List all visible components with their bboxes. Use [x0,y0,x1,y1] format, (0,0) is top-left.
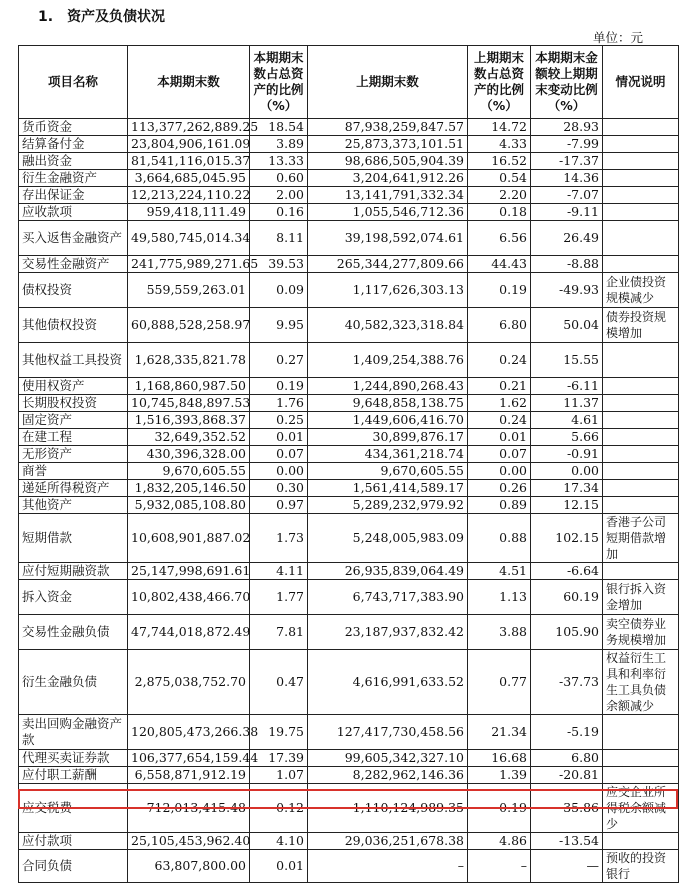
row-prior: 1,449,606,416.70 [308,412,468,429]
row-name: 应收款项 [19,204,128,221]
row-prior: 127,417,730,458.56 [308,715,468,750]
row-note [603,497,679,514]
table-row [19,767,679,784]
row-change: -0.91 [531,446,603,463]
row-change: -49.93 [531,273,603,308]
row-name: 债权投资 [19,273,128,308]
header-note: 情况说明 [603,46,679,119]
row-current: 1,832,205,146.50 [128,480,250,497]
row-current: 241,775,989,271.65 [128,256,250,273]
table-row [19,833,679,850]
row-current: 12,213,224,110.22 [128,187,250,204]
row-current: 9,670,605.55 [128,463,250,480]
row-prior: 87,938,259,847.57 [308,119,468,136]
row-current: 32,649,352.52 [128,429,250,446]
row-current: 5,932,085,108.80 [128,497,250,514]
table-row [19,153,679,170]
row-name: 短期借款 [19,514,128,563]
table-header-row [19,46,679,119]
row-prior: 39,198,592,074.61 [308,221,468,256]
row-note [603,715,679,750]
table-row [19,784,679,833]
row-note [603,136,679,153]
table-row [19,412,679,429]
row-prior-pct: 4.33 [468,136,531,153]
row-prior: 30,899,876.17 [308,429,468,446]
row-current: 23,804,906,161.09 [128,136,250,153]
row-prior: 13,141,791,332.34 [308,187,468,204]
table-row [19,446,679,463]
row-change: 17.34 [531,480,603,497]
row-note: 企业债投资规模减少 [603,273,679,308]
row-prior-pct: 0.54 [468,170,531,187]
table-row [19,221,679,256]
row-name: 买入返售金融资产 [19,221,128,256]
row-current-pct: 0.01 [250,850,308,883]
table-row [19,256,679,273]
row-note [603,563,679,580]
row-prior-pct: 4.51 [468,563,531,580]
row-current: 1,628,335,821.78 [128,343,250,378]
table-row [19,429,679,446]
row-name: 商誉 [19,463,128,480]
row-change: -7.99 [531,136,603,153]
row-prior: 1,244,890,268.43 [308,378,468,395]
row-note [603,446,679,463]
row-change: -8.88 [531,256,603,273]
row-name: 卖出回购金融资产款 [19,715,128,750]
row-prior: 3,204,641,912.26 [308,170,468,187]
row-current-pct: 0.30 [250,480,308,497]
row-name: 其他债权投资 [19,308,128,343]
table-row [19,343,679,378]
row-current: 3,664,685,045.95 [128,170,250,187]
row-change: -9.11 [531,204,603,221]
row-note: 债券投资规模增加 [603,308,679,343]
row-prior-pct: 6.80 [468,308,531,343]
row-name: 应付款项 [19,833,128,850]
row-change: — [531,850,603,883]
row-current-pct: 0.97 [250,497,308,514]
row-note: 应交企业所得税余额减少 [603,784,679,833]
row-current: 430,396,328.00 [128,446,250,463]
row-prior-pct: 1.39 [468,767,531,784]
row-name: 其他权益工具投资 [19,343,128,378]
section-number: 1. [38,9,54,25]
row-note: 预收的投资银行 [603,850,679,883]
row-note [603,343,679,378]
row-current-pct: 0.07 [250,446,308,463]
row-current-pct: 19.75 [250,715,308,750]
row-name: 衍生金融负债 [19,650,128,715]
row-current-pct: 0.47 [250,650,308,715]
row-current-pct: 18.54 [250,119,308,136]
row-name: 无形资产 [19,446,128,463]
row-prior: 265,344,277,809.66 [308,256,468,273]
row-prior: 29,036,251,678.38 [308,833,468,850]
row-name: 合同负债 [19,850,128,883]
table-row [19,273,679,308]
table-row [19,378,679,395]
row-name: 使用权资产 [19,378,128,395]
table-row [19,715,679,750]
row-current-pct: 13.33 [250,153,308,170]
row-name: 交易性金融负债 [19,615,128,650]
row-current-pct: 0.60 [250,170,308,187]
row-prior: 9,670,605.55 [308,463,468,480]
row-prior: 23,187,937,832.42 [308,615,468,650]
row-change: -7.07 [531,187,603,204]
row-current-pct: 0.25 [250,412,308,429]
row-note [603,395,679,412]
row-change: 15.55 [531,343,603,378]
row-prior-pct: – [468,850,531,883]
row-prior: 1,110,124,989.35 [308,784,468,833]
row-current-pct: 1.77 [250,580,308,615]
row-name: 应付职工薪酬 [19,767,128,784]
table-row [19,563,679,580]
row-change: -13.54 [531,833,603,850]
row-prior-pct: 44.43 [468,256,531,273]
row-current-pct: 8.11 [250,221,308,256]
row-current-pct: 39.53 [250,256,308,273]
row-note: 卖空债券业务规模增加 [603,615,679,650]
row-note [603,119,679,136]
header-current: 本期期末数 [128,46,250,119]
row-note [603,256,679,273]
row-prior-pct: 0.19 [468,784,531,833]
row-change: 60.19 [531,580,603,615]
row-current: 10,745,848,897.53 [128,395,250,412]
row-prior: 434,361,218.74 [308,446,468,463]
row-prior-pct: 0.89 [468,497,531,514]
row-change: 6.80 [531,750,603,767]
row-current-pct: 4.10 [250,833,308,850]
row-current-pct: 0.00 [250,463,308,480]
row-prior-pct: 0.88 [468,514,531,563]
table-row [19,650,679,715]
row-prior-pct: 16.68 [468,750,531,767]
row-prior: 26,935,839,064.49 [308,563,468,580]
table-row [19,480,679,497]
row-change: -5.19 [531,715,603,750]
row-note [603,204,679,221]
row-current-pct: 1.76 [250,395,308,412]
row-name: 其他资产 [19,497,128,514]
row-current: 49,580,745,014.34 [128,221,250,256]
row-prior-pct: 6.56 [468,221,531,256]
row-prior-pct: 0.19 [468,273,531,308]
row-current-pct: 17.39 [250,750,308,767]
row-prior-pct: 0.07 [468,446,531,463]
row-name: 交易性金融资产 [19,256,128,273]
row-current-pct: 0.16 [250,204,308,221]
row-note [603,378,679,395]
row-current: 1,168,860,987.50 [128,378,250,395]
row-current: 2,875,038,752.70 [128,650,250,715]
table-row [19,308,679,343]
row-prior-pct: 4.86 [468,833,531,850]
table-row [19,187,679,204]
table-row [19,119,679,136]
row-prior: 99,605,342,327.10 [308,750,468,767]
row-note: 权益衍生工具和利率衍生工具负债余额减少 [603,650,679,715]
row-note [603,833,679,850]
row-change: 28.93 [531,119,603,136]
section-heading [38,6,165,26]
row-current-pct: 2.00 [250,187,308,204]
row-prior-pct: 16.52 [468,153,531,170]
row-current-pct: 1.07 [250,767,308,784]
section-title: 资产及负债状况 [67,9,166,25]
row-change: -35.86 [531,784,603,833]
row-current: 113,377,262,889.25 [128,119,250,136]
row-name: 衍生金融资产 [19,170,128,187]
row-note [603,153,679,170]
row-change: 12.15 [531,497,603,514]
row-prior: 8,282,962,146.36 [308,767,468,784]
row-prior-pct: 3.88 [468,615,531,650]
row-current-pct: 4.11 [250,563,308,580]
row-prior-pct: 14.72 [468,119,531,136]
unit-label: 单位：元 [592,30,643,45]
row-prior: 98,686,505,904.39 [308,153,468,170]
row-name: 固定资产 [19,412,128,429]
row-prior-pct: 21.34 [468,715,531,750]
row-change: 0.00 [531,463,603,480]
row-prior-pct: 1.62 [468,395,531,412]
row-prior-pct: 0.24 [468,343,531,378]
table-row [19,514,679,563]
row-current-pct: 0.09 [250,273,308,308]
row-prior: – [308,850,468,883]
row-prior-pct: 1.13 [468,580,531,615]
row-change: 102.15 [531,514,603,563]
row-name: 货币资金 [19,119,128,136]
row-current-pct: 3.89 [250,136,308,153]
table-row [19,850,679,883]
row-name: 长期股权投资 [19,395,128,412]
row-note [603,480,679,497]
row-change: 105.90 [531,615,603,650]
row-note [603,170,679,187]
row-prior: 1,055,546,712.36 [308,204,468,221]
header-prior: 上期期末数 [308,46,468,119]
row-current: 6,558,871,912.19 [128,767,250,784]
row-current-pct: 0.19 [250,378,308,395]
row-current: 25,147,998,691.61 [128,563,250,580]
row-current: 712,013,415.48 [128,784,250,833]
row-note [603,187,679,204]
row-name: 应交税费 [19,784,128,833]
row-current: 10,608,901,887.02 [128,514,250,563]
row-note [603,767,679,784]
row-prior-pct: 2.20 [468,187,531,204]
row-prior-pct: 0.21 [468,378,531,395]
header-name: 项目名称 [19,46,128,119]
row-name: 拆入资金 [19,580,128,615]
row-current-pct: 0.27 [250,343,308,378]
row-name: 应付短期融资款 [19,563,128,580]
row-current-pct: 9.95 [250,308,308,343]
row-name: 递延所得税资产 [19,480,128,497]
header-current-pct: 本期期末数占总资产的比例（%） [250,46,308,119]
row-prior-pct: 0.00 [468,463,531,480]
row-prior: 25,873,373,101.51 [308,136,468,153]
row-current: 47,744,018,872.49 [128,615,250,650]
row-current: 25,105,453,962.40 [128,833,250,850]
row-change: -6.64 [531,563,603,580]
row-prior: 1,561,414,589.17 [308,480,468,497]
row-current: 81,541,116,015.37 [128,153,250,170]
table-row [19,136,679,153]
row-change: 11.37 [531,395,603,412]
row-note: 银行拆入资金增加 [603,580,679,615]
row-prior: 5,289,232,979.92 [308,497,468,514]
row-prior: 6,743,717,383.90 [308,580,468,615]
row-note [603,750,679,767]
row-current-pct: 0.01 [250,429,308,446]
row-current: 60,888,528,258.97 [128,308,250,343]
row-prior: 40,582,323,318.84 [308,308,468,343]
row-change: 14.36 [531,170,603,187]
row-prior: 5,248,005,983.09 [308,514,468,563]
balance-table [18,45,679,883]
row-change: 5.66 [531,429,603,446]
row-prior-pct: 0.26 [468,480,531,497]
row-change: 50.04 [531,308,603,343]
table-row [19,463,679,480]
row-current: 120,805,473,266.38 [128,715,250,750]
row-prior-pct: 0.77 [468,650,531,715]
row-current: 1,516,393,868.37 [128,412,250,429]
row-name: 在建工程 [19,429,128,446]
row-current-pct: 7.81 [250,615,308,650]
row-prior: 9,648,858,138.75 [308,395,468,412]
row-change: -37.73 [531,650,603,715]
row-name: 存出保证金 [19,187,128,204]
row-current-pct: 1.73 [250,514,308,563]
row-change: -17.37 [531,153,603,170]
row-name: 结算备付金 [19,136,128,153]
table-row [19,750,679,767]
row-current: 10,802,438,466.70 [128,580,250,615]
row-prior-pct: 0.24 [468,412,531,429]
row-prior: 1,117,626,303.13 [308,273,468,308]
row-note [603,221,679,256]
row-change: 4.61 [531,412,603,429]
row-prior: 4,616,991,633.52 [308,650,468,715]
row-change: -6.11 [531,378,603,395]
row-change: 26.49 [531,221,603,256]
row-prior-pct: 0.01 [468,429,531,446]
table-row [19,170,679,187]
table-row [19,204,679,221]
row-prior: 1,409,254,388.76 [308,343,468,378]
row-note [603,463,679,480]
table-row [19,580,679,615]
row-change: -20.81 [531,767,603,784]
header-prior-pct: 上期期末数占总资产的比例（%） [468,46,531,119]
row-current: 63,807,800.00 [128,850,250,883]
table-row [19,497,679,514]
header-change: 本期期末金额较上期期末变动比例（%） [531,46,603,119]
row-current: 559,559,263.01 [128,273,250,308]
row-note: 香港子公司短期借款增加 [603,514,679,563]
row-note [603,412,679,429]
row-current-pct: 0.12 [250,784,308,833]
row-current: 106,377,654,159.44 [128,750,250,767]
row-name: 代理买卖证券款 [19,750,128,767]
row-name: 融出资金 [19,153,128,170]
table-row [19,395,679,412]
table-row [19,615,679,650]
row-note [603,429,679,446]
row-prior-pct: 0.18 [468,204,531,221]
row-current: 959,418,111.49 [128,204,250,221]
